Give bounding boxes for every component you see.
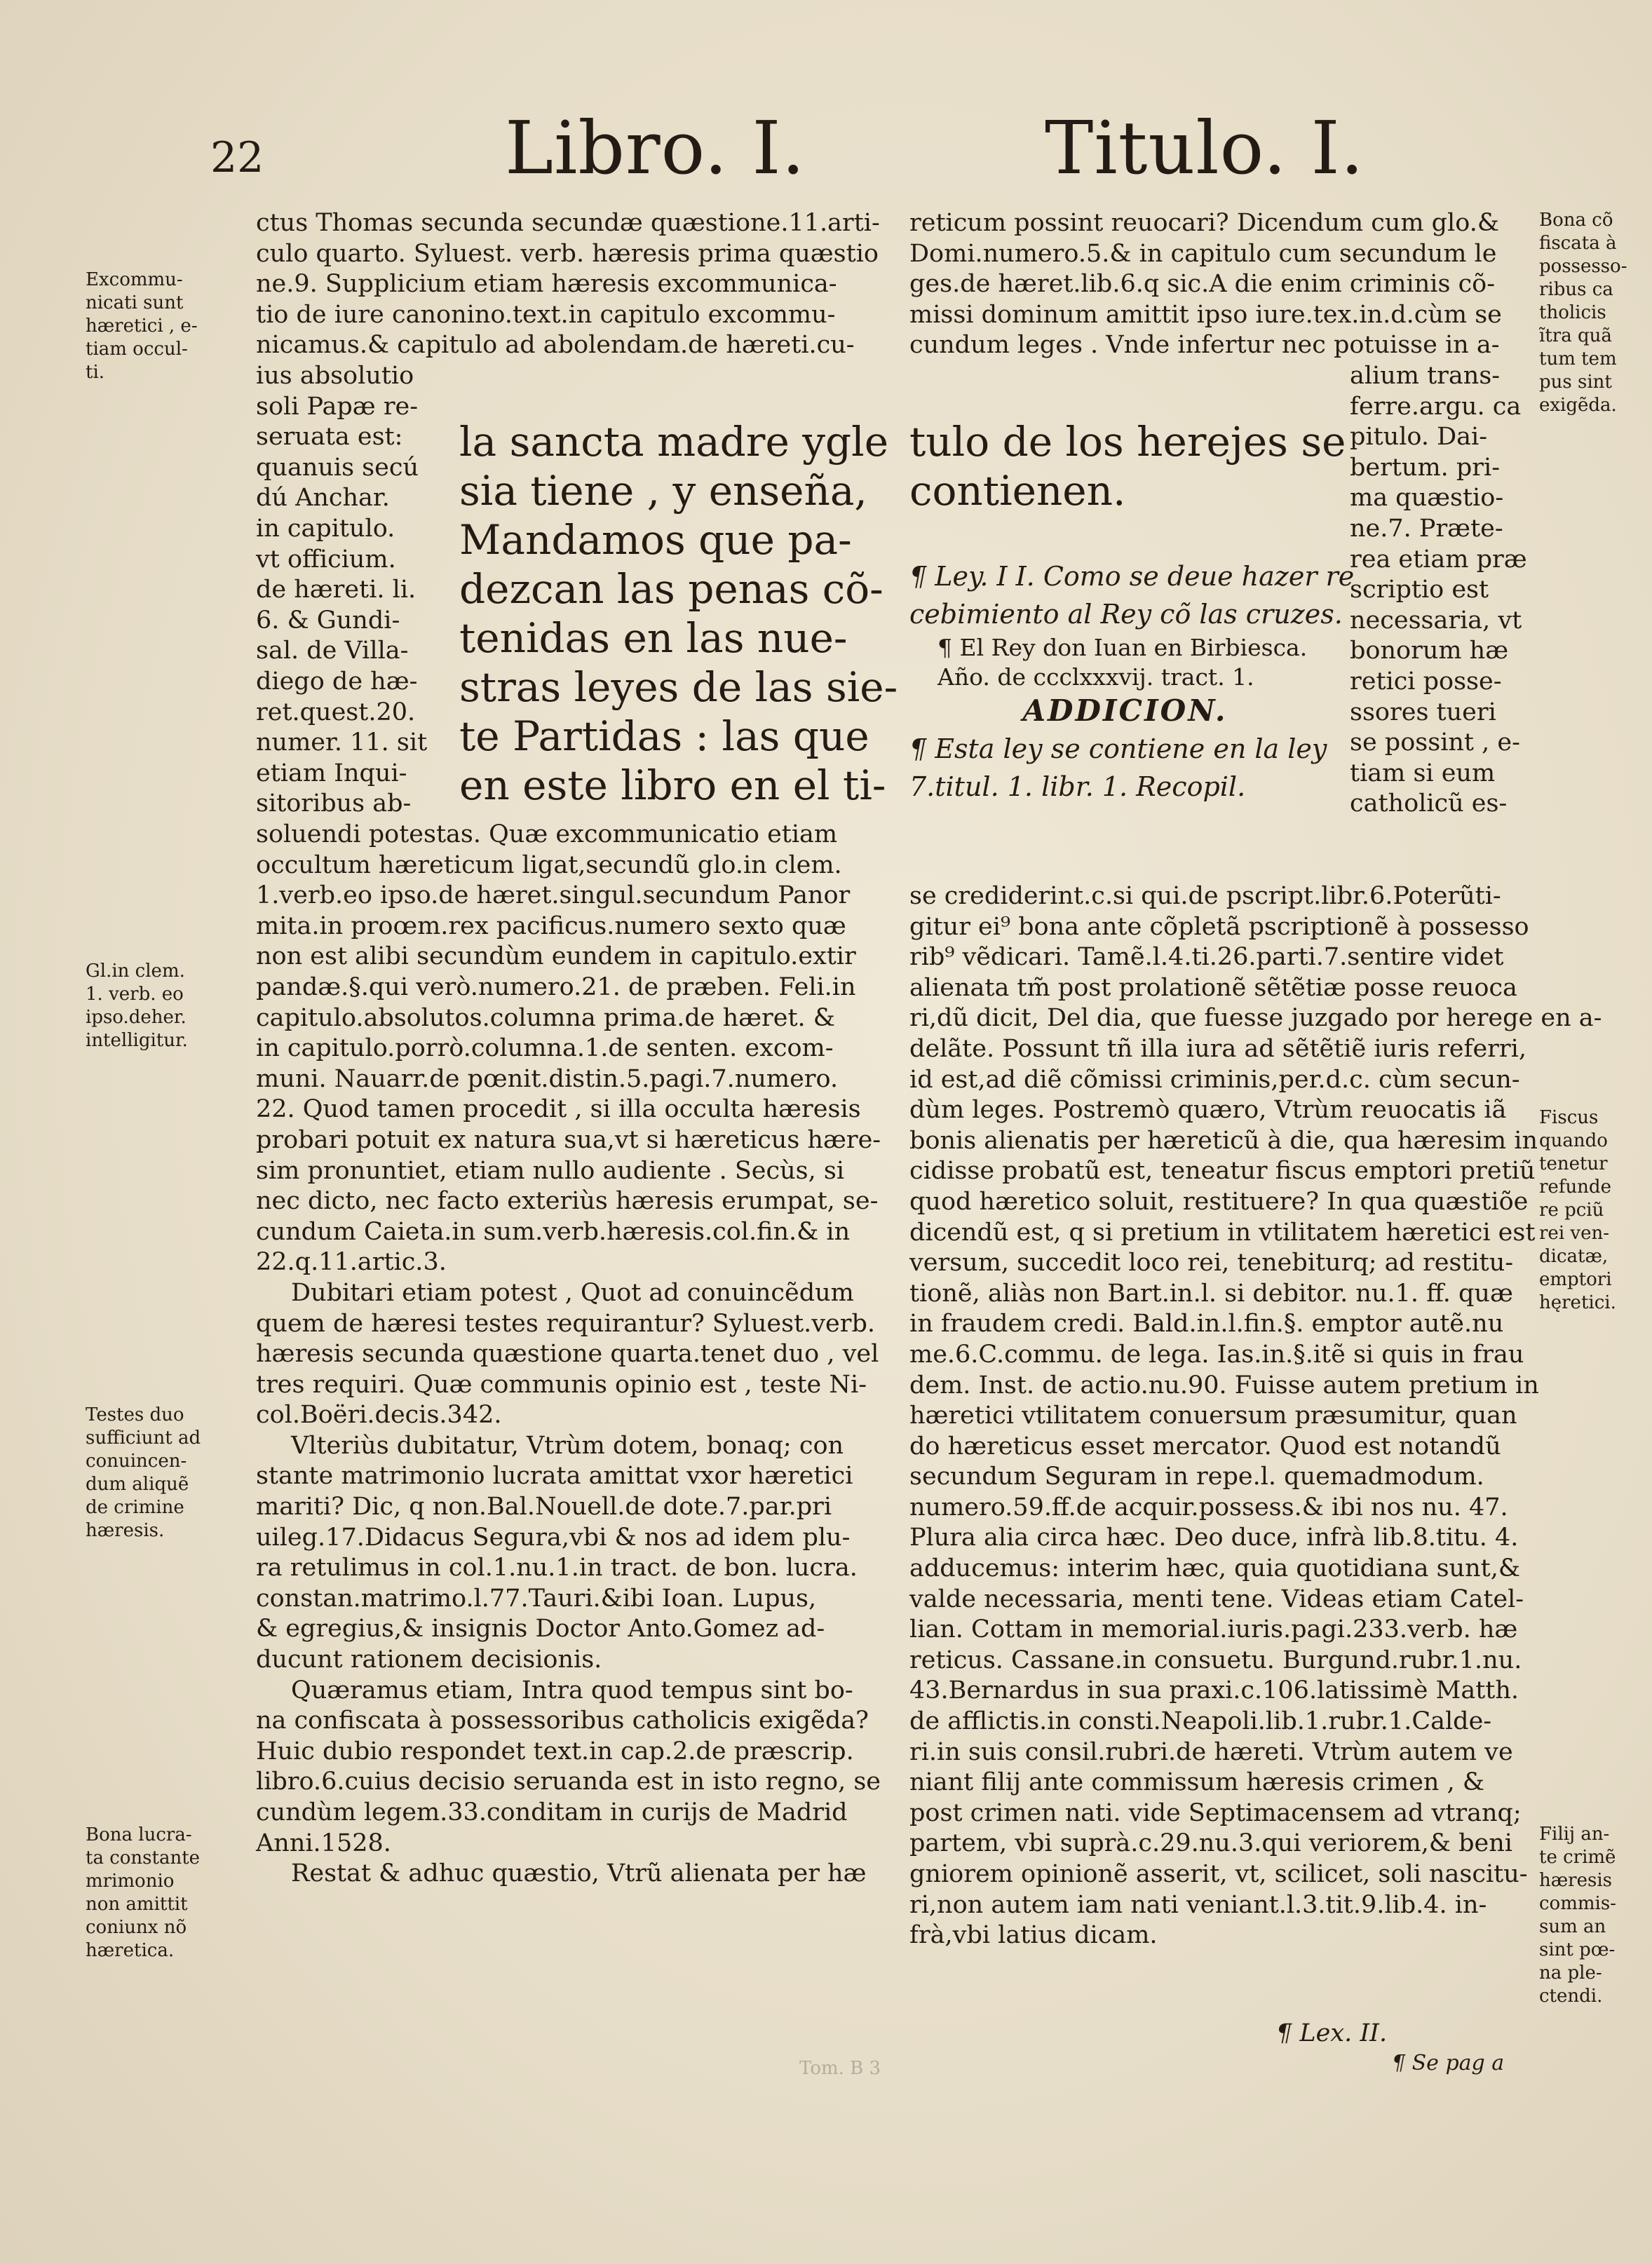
margin-note-line: commis- bbox=[1539, 1893, 1616, 1914]
margin-note-line: sint pœ- bbox=[1539, 1939, 1616, 1960]
text-line: tio de iure canonino.text.in capitulo excommu- bbox=[256, 300, 836, 329]
margin-note-right-2 bbox=[1539, 1106, 1651, 1315]
text-line: Vlteriùs dubitatur, Vtrùm dotem, bonaq; con bbox=[291, 1431, 844, 1460]
left-column-narrow-wrap bbox=[256, 361, 428, 820]
margin-note-line: tum tem bbox=[1539, 348, 1617, 370]
text-line: tres requiri. Quæ communis opinio est , teste Ni- bbox=[256, 1370, 867, 1399]
text-line: gniorem opinionẽ asserit, vt, scilicet, soli nascitu- bbox=[909, 1860, 1528, 1888]
law-text-line: la sancta madre ygle bbox=[459, 418, 889, 466]
text-line: Anni.1528. bbox=[256, 1829, 391, 1857]
margin-note-left-2 bbox=[86, 960, 219, 1052]
text-line: occultum hæreticum ligat,secundũ glo.in clem. bbox=[256, 850, 842, 879]
margin-note-line: hæretica. bbox=[86, 1940, 175, 1961]
text-line: niant filij ante commissum hæresis crimen , & bbox=[909, 1768, 1485, 1797]
text-line: se crediderint.c.si qui.de pscript.libr.6.Poterũti- bbox=[909, 882, 1501, 910]
text-line: ri.in suis consil.rubri.de hæreti. Vtrùm autem ve bbox=[909, 1737, 1513, 1766]
text-line: alium trans- bbox=[1350, 362, 1501, 390]
margin-note-line: Filij an- bbox=[1539, 1824, 1610, 1845]
left-column-body bbox=[256, 820, 881, 1890]
text-line: rib⁹ vẽdicari. Tamẽ.l.4.ti.26.parti.7.sentire videt bbox=[909, 943, 1504, 972]
margin-note-left-4 bbox=[86, 1824, 219, 1963]
text-line: bonorum hæ bbox=[1350, 637, 1509, 665]
law-text-inset-right bbox=[909, 417, 1344, 515]
text-line: & egregius,& insignis Doctor Anto.Gomez ad- bbox=[256, 1615, 825, 1643]
text-line: sitoribus ab- bbox=[256, 789, 412, 818]
margin-note-line: pus sint bbox=[1539, 372, 1612, 393]
margin-note-line: Excommu- bbox=[86, 269, 183, 290]
margin-note-line: nicati sunt bbox=[86, 292, 184, 313]
margin-note-line: possesso- bbox=[1539, 256, 1627, 277]
text-line: vt officium. bbox=[256, 545, 396, 574]
text-line: quod hæretico soluit, restituere? In qua quæstiõe bbox=[909, 1187, 1529, 1216]
text-line: quanuis secú bbox=[256, 453, 419, 482]
text-line: dicendũ est, q si pretium in vtilitatem hæretici est bbox=[909, 1218, 1536, 1247]
margin-note-line: sufficiunt ad bbox=[86, 1428, 201, 1449]
text-line: Huic dubio respondet text.in cap.2.de præscrip. bbox=[256, 1737, 854, 1765]
text-line: quem de hæresi testes requirantur? Syluest.verb. bbox=[256, 1309, 876, 1338]
law-text-inset-left bbox=[459, 417, 898, 810]
page-number: 22 bbox=[210, 133, 264, 182]
text-line: probari potuit ex natura sua,vt si hæreticus hære- bbox=[256, 1125, 881, 1154]
text-line: dú Anchar. bbox=[256, 484, 390, 513]
ley-title-line: ¶ Ley. I I. Como se deue hazer re bbox=[909, 561, 1355, 592]
text-line: se possint , e- bbox=[1350, 728, 1520, 757]
margin-note-line: mrimonio bbox=[86, 1871, 175, 1892]
text-line: libro.6.cuius decisio seruanda est in isto regno, se bbox=[256, 1768, 881, 1796]
text-line: rea etiam præ bbox=[1350, 545, 1527, 574]
text-line: 6. & Gundi- bbox=[256, 606, 400, 635]
margin-note-line: ribus ca bbox=[1539, 279, 1613, 300]
text-line: Plura alia circa hæc. Deo duce, infrà lib.8.titu. 4. bbox=[909, 1524, 1519, 1552]
rey-note-line: Año. de ccclxxxvij. tract. 1. bbox=[937, 663, 1254, 691]
text-line: 22. Quod tamen procedit , si illa occulta hæresis bbox=[256, 1095, 861, 1124]
margin-note-line: dicatæ, bbox=[1539, 1246, 1609, 1267]
margin-note-line: coniunx nõ bbox=[86, 1917, 187, 1938]
bleed-through-text: Tom. B 3 bbox=[799, 2058, 881, 2079]
running-head-libro: Libro. I. bbox=[505, 105, 806, 191]
margin-note-line: fiscata à bbox=[1539, 233, 1617, 254]
margin-note-line: sum an bbox=[1539, 1916, 1606, 1937]
text-line: ri,dũ dicit, Del dia, que fuesse juzgado por herege en a- bbox=[909, 1004, 1602, 1033]
text-line: alienata tm̃ post prolationẽ sẽtẽtiæ posse reuoca bbox=[909, 973, 1517, 1002]
text-line: nec dicto, nec facto exteriùs hæresis erumpat, se- bbox=[256, 1187, 879, 1216]
text-line: de hæreti. li. bbox=[256, 576, 417, 604]
text-line: lian. Cottam in memorial.iuris.pagi.233.verb. hæ bbox=[909, 1615, 1518, 1644]
text-line: in capitulo.porrò.columna.1.de senten. excom- bbox=[256, 1034, 834, 1063]
text-line: me.6.C.commu. de lega. Ias.in.§.itẽ si quis in frau bbox=[909, 1340, 1524, 1369]
text-line: Restat & adhuc quæstio, Vtrũ alienata per hæ bbox=[291, 1859, 867, 1888]
margin-note-line: Bona lucra- bbox=[86, 1824, 192, 1845]
text-line: uileg.17.Didacus Segura,vbi & nos ad idem plu- bbox=[256, 1523, 851, 1552]
text-line: col.Boëri.decis.342. bbox=[256, 1401, 502, 1430]
margin-note-line: tiam occul- bbox=[86, 339, 188, 360]
text-line: ne.7. Præte- bbox=[1350, 514, 1503, 543]
law-text-line: tulo de los herejes se bbox=[909, 418, 1346, 466]
text-line: ferre.argu. ca bbox=[1350, 392, 1522, 421]
law-text-line: dezcan las penas cõ- bbox=[459, 565, 883, 613]
text-line: muni. Nauarr.de pœnit.distin.5.pagi.7.numero. bbox=[256, 1064, 839, 1093]
running-head-titulo: Titulo. I. bbox=[1045, 105, 1365, 191]
margin-note-line: rei ven- bbox=[1539, 1223, 1610, 1244]
law-text-line: sia tiene , y enseña, bbox=[459, 467, 867, 515]
text-line: Dubitari etiam potest , Quot ad conuincẽdum bbox=[291, 1278, 854, 1307]
text-line: reticum possint reuocari? Dicendum cum glo.& bbox=[909, 209, 1499, 237]
law-text-line: Mandamos que pa- bbox=[459, 516, 852, 564]
margin-note-line: intelligitur. bbox=[86, 1030, 188, 1051]
text-line: delãte. Possunt tñ illa iura ad sẽtẽtiẽ iuris referri, bbox=[909, 1034, 1526, 1063]
margin-note-line: ĩtra quã bbox=[1539, 325, 1612, 346]
margin-note-line: hæresis. bbox=[86, 1520, 165, 1541]
text-line: diego de hæ- bbox=[256, 667, 418, 696]
margin-note-line: hæretici , e- bbox=[86, 316, 198, 337]
addicion-text-line: 7.titul. 1. libr. 1. Recopil. bbox=[909, 771, 1246, 802]
margin-note-right-3 bbox=[1539, 1823, 1651, 2008]
text-line: bonis alienatis per hæreticũ à die, qua hæresim in bbox=[909, 1126, 1538, 1155]
law-text-line: te Partidas : las que bbox=[459, 712, 869, 760]
text-line: cundum Caieta.in sum.verb.hæresis.col.fin.& in bbox=[256, 1217, 851, 1246]
text-line: hæresis secunda quæstione quarta.tenet duo , vel bbox=[256, 1340, 879, 1369]
text-line: bertum. pri- bbox=[1350, 453, 1501, 482]
text-line: post crimen nati. vide Septimacensem ad vtranq; bbox=[909, 1798, 1522, 1827]
text-line: ssores tueri bbox=[1350, 698, 1496, 726]
text-line: partem, vbi suprà.c.29.nu.3.qui veriorem,& beni bbox=[909, 1829, 1512, 1858]
text-line: scriptio est bbox=[1350, 576, 1489, 604]
text-line: secundum Seguram in repe.l. quemadmodum. bbox=[909, 1463, 1484, 1491]
text-line: de afflictis.in consti.Neapoli.lib.1.rubr.1.Calde- bbox=[909, 1707, 1492, 1736]
margin-note-line: Testes duo bbox=[86, 1404, 184, 1425]
text-line: ra retulimus in col.1.nu.1.in tract. de bon. lucra. bbox=[256, 1554, 858, 1582]
margin-note-right-1 bbox=[1539, 209, 1651, 417]
text-line: 22.q.11.artic.3. bbox=[256, 1248, 447, 1277]
text-line: necessaria, vt bbox=[1350, 606, 1522, 635]
text-line: ducunt rationem decisionis. bbox=[256, 1646, 602, 1674]
text-line: ma quæstio- bbox=[1350, 484, 1504, 513]
margin-note-line: re pciũ bbox=[1539, 1200, 1604, 1221]
margin-note-line: hęretici. bbox=[1539, 1292, 1616, 1313]
right-column-narrow-wrap bbox=[1350, 361, 1532, 820]
text-line: sal. de Villa- bbox=[256, 637, 409, 665]
text-line: ctus Thomas secunda secundæ quæstione.11.arti- bbox=[256, 209, 880, 237]
right-column-top bbox=[909, 208, 1533, 361]
text-line: 1.verb.eo ipso.de hæret.singul.secundum Panor bbox=[256, 881, 851, 910]
ley-heading-block bbox=[909, 557, 1355, 806]
text-line: dem. Inst. de actio.nu.90. Fuisse autem pretium in bbox=[909, 1371, 1539, 1399]
text-line: do hæreticus esset mercator. Quod est notandũ bbox=[909, 1432, 1501, 1460]
text-line: ius absolutio bbox=[256, 362, 414, 390]
text-line: na confiscata à possessoribus catholicis exigẽda? bbox=[256, 1707, 869, 1735]
text-line: missi dominum amittit ipso iure.tex.in.d.cùm se bbox=[909, 300, 1502, 329]
addicion-label: ADDICION. bbox=[1022, 693, 1228, 728]
margin-note-line: ta constante bbox=[86, 1848, 201, 1869]
margin-note-line: Fiscus bbox=[1539, 1107, 1599, 1128]
margin-note-line: emptori bbox=[1539, 1269, 1612, 1290]
text-line: id est,ad diẽ cõmissi criminis,per.d.c. cùm secun- bbox=[909, 1065, 1520, 1094]
catchword: ¶ Se pag a bbox=[1392, 2051, 1505, 2075]
text-line: numer. 11. sit bbox=[256, 728, 428, 757]
law-text-line: stras leyes de las sie- bbox=[459, 663, 898, 711]
margin-note-line: Bona cõ bbox=[1539, 210, 1613, 231]
text-line: adducemus: interim hæc, quia quotidiana sunt,& bbox=[909, 1554, 1520, 1583]
margin-note-line: ctendi. bbox=[1539, 1986, 1603, 2007]
text-line: cidisse probatũ est, teneatur fiscus emptori pretiũ bbox=[909, 1157, 1536, 1186]
lex-reference: ¶ Lex. II. bbox=[1276, 2019, 1388, 2047]
margin-note-line: 1. verb. eo bbox=[86, 984, 184, 1005]
left-column-top bbox=[256, 208, 880, 361]
text-line: valde necessaria, menti tene. Videas etiam Catel- bbox=[909, 1585, 1524, 1613]
text-line: tiam si eum bbox=[1350, 759, 1496, 787]
text-line: Domi.numero.5.& in capitulo cum secundum le bbox=[909, 239, 1497, 268]
margin-note-left-1 bbox=[86, 269, 219, 384]
text-line: hæretici vtilitatem conuersum præsumitur, quan bbox=[909, 1402, 1517, 1430]
text-line: dùm leges. Postremò quæro, Vtrùm reuocatis iã bbox=[909, 1096, 1507, 1125]
ley-title-line: cebimiento al Rey cõ las cruzes. bbox=[909, 599, 1343, 630]
margin-note-line: de crimine bbox=[86, 1497, 184, 1518]
law-text-line: en este libro en el ti- bbox=[459, 761, 886, 809]
text-line: soluendi potestas. Quæ excommunicatio etiam bbox=[256, 820, 838, 848]
text-line: soli Papæ re- bbox=[256, 392, 419, 421]
text-line: cundùm legem.33.conditam in curijs de Madrid bbox=[256, 1798, 848, 1826]
margin-note-line: refunde bbox=[1539, 1177, 1611, 1198]
text-line: frà,vbi latius dicam. bbox=[909, 1921, 1158, 1950]
text-line: Quæramus etiam, Intra quod tempus sint bo- bbox=[291, 1676, 853, 1704]
text-line: pitulo. Dai- bbox=[1350, 423, 1488, 452]
margin-note-line: quando bbox=[1539, 1130, 1608, 1151]
text-line: catholicũ es- bbox=[1350, 789, 1508, 818]
text-line: seruata est: bbox=[256, 423, 403, 452]
text-line: ges.de hæret.lib.6.q sic.A die enim criminis cõ- bbox=[909, 270, 1496, 299]
margin-note-line: Gl.in clem. bbox=[86, 961, 185, 982]
margin-note-line: na ple- bbox=[1539, 1963, 1602, 1984]
text-line: retici posse- bbox=[1350, 667, 1502, 696]
margin-note-line: te crimẽ bbox=[1539, 1847, 1616, 1868]
text-line: 43.Bernardus in sua praxi.c.106.latissimè Matth. bbox=[909, 1676, 1519, 1705]
text-line: culo quarto. Syluest. verb. hæresis prima quæstio bbox=[256, 239, 879, 268]
margin-note-left-3 bbox=[86, 1404, 219, 1543]
margin-note-line: hæresis bbox=[1539, 1870, 1612, 1891]
margin-note-line: exigẽda. bbox=[1539, 395, 1617, 416]
text-line: constan.matrimo.l.77.Tauri.&ibi Ioan. Lupus, bbox=[256, 1584, 817, 1613]
margin-note-line: tholicis bbox=[1539, 302, 1606, 323]
margin-note-line: ti. bbox=[86, 362, 105, 383]
margin-note-line: dum aliquẽ bbox=[86, 1474, 189, 1495]
text-line: reticus. Cassane.in consuetu. Burgund.rubr.1.nu. bbox=[909, 1646, 1522, 1674]
text-line: in capitulo. bbox=[256, 514, 395, 543]
text-line: ne.9. Supplicium etiam hæresis excommunica- bbox=[256, 270, 837, 299]
rey-note-line: ¶ El Rey don Iuan en Birbiesca. bbox=[937, 634, 1308, 661]
text-line: mariti? Dic, q non.Bal.Nouell.de dote.7.par.pri bbox=[256, 1493, 832, 1521]
text-line: tionẽ, aliàs non Bart.in.l. si debitor. nu.1. ff. quæ bbox=[909, 1279, 1513, 1308]
law-text-line: contienen. bbox=[909, 467, 1126, 515]
text-line: stante matrimonio lucrata amittat vxor hæretici bbox=[256, 1462, 853, 1491]
text-line: pandæ.§.qui verò.numero.21. de præben. Feli.in bbox=[256, 972, 856, 1001]
text-line: versum, succedit loco rei, tenebiturq; ad restitu- bbox=[909, 1249, 1514, 1277]
margin-note-line: conuincen- bbox=[86, 1451, 187, 1472]
text-line: ret.quest.20. bbox=[256, 698, 416, 726]
text-line: non est alibi secundùm eundem in capitulo.extir bbox=[256, 942, 856, 971]
margin-note-line: tenetur bbox=[1539, 1153, 1608, 1174]
margin-note-line: non amittit bbox=[86, 1894, 188, 1915]
text-line: capitulo.absolutos.columna prima.de hæret. & bbox=[256, 1003, 835, 1032]
law-text-line: tenidas en las nue- bbox=[459, 614, 848, 662]
addicion-text-line: ¶ Esta ley se contiene en la ley bbox=[909, 733, 1327, 764]
text-line: etiam Inqui- bbox=[256, 759, 407, 787]
text-line: sim pronuntiet, etiam nullo audiente . Secùs, si bbox=[256, 1156, 845, 1185]
text-line: mita.in proœm.rex pacificus.numero sexto quæ bbox=[256, 911, 846, 940]
margin-note-line: ipso.deher. bbox=[86, 1007, 187, 1028]
text-line: cundum leges . Vnde infertur nec potuisse in a- bbox=[909, 331, 1500, 360]
text-line: numero.59.ff.de acquir.possess.& ibi nos nu. 47. bbox=[909, 1493, 1508, 1521]
text-line: in fraudem credi. Bald.in.l.fin.§. emptor autẽ.nu bbox=[909, 1310, 1504, 1338]
text-line: gitur ei⁹ bona ante cõpletã pscriptionẽ à possesso bbox=[909, 912, 1529, 941]
text-line: nicamus.& capitulo ad abolendam.de hæreti.cu- bbox=[256, 331, 855, 360]
text-line: ri,non autem iam nati veniant.l.3.tit.9.lib.4. in- bbox=[909, 1890, 1487, 1919]
